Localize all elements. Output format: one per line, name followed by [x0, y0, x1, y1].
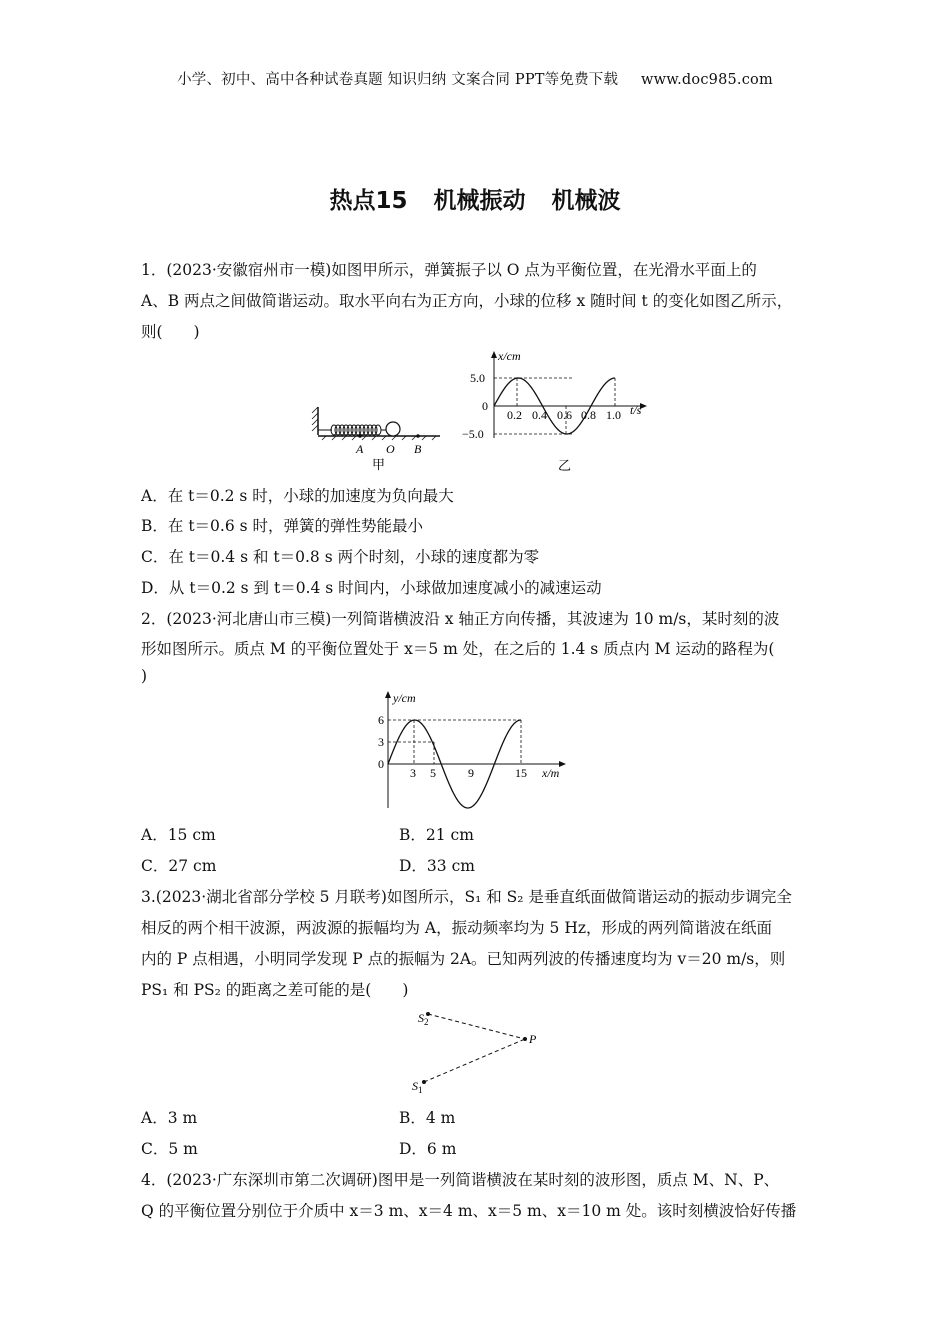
q2-line2: 形如图所示。质点 M 的平衡位置处于 x＝5 m 处，在之后的 1.4 s 质点内 M 运动的路程为(: [141, 640, 775, 658]
q1-option-A: A．在 t＝0.2 s 时，小球的加速度为负向最大: [141, 487, 454, 505]
q3-line2: 相反的两个相干波源，两波源的振幅均为 A，振动频率均为 5 Hz，形成的两列简谐波在纸面: [141, 919, 773, 937]
q2-line3: ): [141, 667, 148, 685]
q1-option-C: C．在 t＝0.4 s 和 t＝0.8 s 两个时刻，小球的速度都为零: [141, 548, 540, 566]
q1-option-D: D．从 t＝0.2 s 到 t＝0.4 s 时间内，小球做加速度减小的减速运动: [141, 579, 602, 597]
header-text: 小学、初中、高中各种试卷真题 知识归纳 文案合同 PPT等免费下载: [177, 72, 619, 88]
q3-option-D: D．6 m: [399, 1140, 457, 1158]
q3-line3: 内的 P 点相遇，小明同学发现 P 点的振幅为 2A。已知两列波的传播速度均为 v＝20 m/s，则: [141, 950, 786, 968]
q2-option-C: C．27 cm: [141, 857, 217, 875]
title-part3: 机械波: [551, 188, 621, 214]
label-B: B: [414, 442, 422, 456]
q3-option-C: C．5 m: [141, 1140, 198, 1158]
guide-lines: [388, 720, 521, 764]
point-B-dot: [416, 434, 420, 438]
q3-option-A: A．3 m: [141, 1109, 198, 1127]
x-tick-15: 15: [515, 766, 527, 780]
q3-line1: 3.(2023·湖北省部分学校 5 月联考)如图所示，S₁ 和 S₂ 是垂直纸面做简谐运动的振动步调完全: [141, 888, 792, 906]
q3-line4: PS₁ 和 PS₂ 的距离之差可能的是( ): [141, 981, 409, 999]
point-S2: [426, 1012, 430, 1016]
q2-option-B: B．21 cm: [399, 826, 474, 844]
y-axis-arrow: [491, 351, 497, 358]
x-axis-label: x/m: [542, 766, 560, 780]
title-part1: 热点15: [329, 188, 408, 214]
page-title: [0, 182, 950, 215]
point-S1: [422, 1080, 426, 1084]
label-S2: $S_2$: [418, 1011, 429, 1027]
x-tick-5: 5: [430, 766, 436, 780]
label-P: P: [529, 1032, 537, 1046]
y-tick-0: 0: [378, 757, 384, 771]
q1-figure-jia: [310, 405, 450, 477]
q1-line2: A、B 两点之间做简谐运动。取水平向右为正方向，小球的位移 x 随时间 t 的变化如图乙所示，: [141, 292, 793, 310]
q1-line1: 1．(2023·安徽宿州市一模)如图甲所示，弹簧振子以 O 点为平衡位置，在光滑水平面上的: [141, 261, 757, 279]
point-A-dot: [358, 434, 362, 438]
x-tick-9: 9: [468, 766, 474, 780]
q3-option-B: B．4 m: [399, 1109, 456, 1127]
q2-line1: 2．(2023·河北唐山市三模)一列简谐横波沿 x 轴正方向传播，其波速为 10 m/s，某时刻的波: [141, 610, 780, 628]
line-S2-P: [428, 1014, 525, 1039]
y-axis-label: x/cm: [498, 349, 521, 363]
q1-figure-yi: [458, 348, 658, 476]
y-tick-5: 5.0: [470, 371, 485, 385]
y-axis-label: y/cm: [393, 691, 416, 705]
x-tick-1.0: 1.0: [606, 408, 621, 422]
header-site: www.doc985.com: [640, 72, 773, 88]
x-tick-3: 3: [410, 766, 416, 780]
point-P: [523, 1037, 527, 1041]
q2-option-A: A．15 cm: [141, 826, 216, 844]
x-tick-0.4: 0.4: [532, 408, 547, 422]
y-tick-6: 6: [378, 713, 384, 727]
label-A: A: [356, 442, 364, 456]
q4-line1: 4．(2023·广东深圳市第二次调研)图甲是一列简谐横波在某时刻的波形图，质点 M、N、P、: [141, 1171, 780, 1189]
spring: [318, 425, 386, 435]
y-tick-neg5: −5.0: [462, 427, 484, 441]
label-O: O: [386, 442, 395, 456]
caption-yi: 乙: [558, 458, 572, 473]
y-axis-arrow: [385, 691, 391, 698]
q2-option-D: D．33 cm: [399, 857, 475, 875]
q1-option-B: B．在 t＝0.6 s 时，弹簧的弹性势能最小: [141, 517, 424, 535]
y-tick-3: 3: [378, 735, 384, 749]
q1-line3: 则( ): [141, 323, 200, 341]
label-S1: $S_1$: [412, 1079, 423, 1095]
q4-line2: Q 的平衡位置分别位于介质中 x＝3 m、x＝4 m、x＝5 m、x＝10 m 处。该时刻横波恰好传播: [141, 1202, 797, 1220]
caption-jia: 甲: [372, 457, 386, 472]
line-S1-P: [424, 1039, 525, 1082]
page-header: [0, 68, 950, 89]
x-tick-0.8: 0.8: [581, 408, 596, 422]
ball: [386, 422, 400, 436]
q3-figure: [410, 1004, 550, 1096]
q2-figure: [358, 688, 580, 814]
x-tick-0.6: 0.6: [557, 408, 572, 422]
x-axis-label: t/s: [630, 403, 642, 417]
wall-hatch: [312, 407, 318, 431]
title-part2: 机械振动: [433, 188, 526, 214]
x-axis-arrow: [559, 761, 566, 767]
x-tick-0.2: 0.2: [507, 408, 522, 422]
y-tick-0: 0: [482, 399, 488, 413]
